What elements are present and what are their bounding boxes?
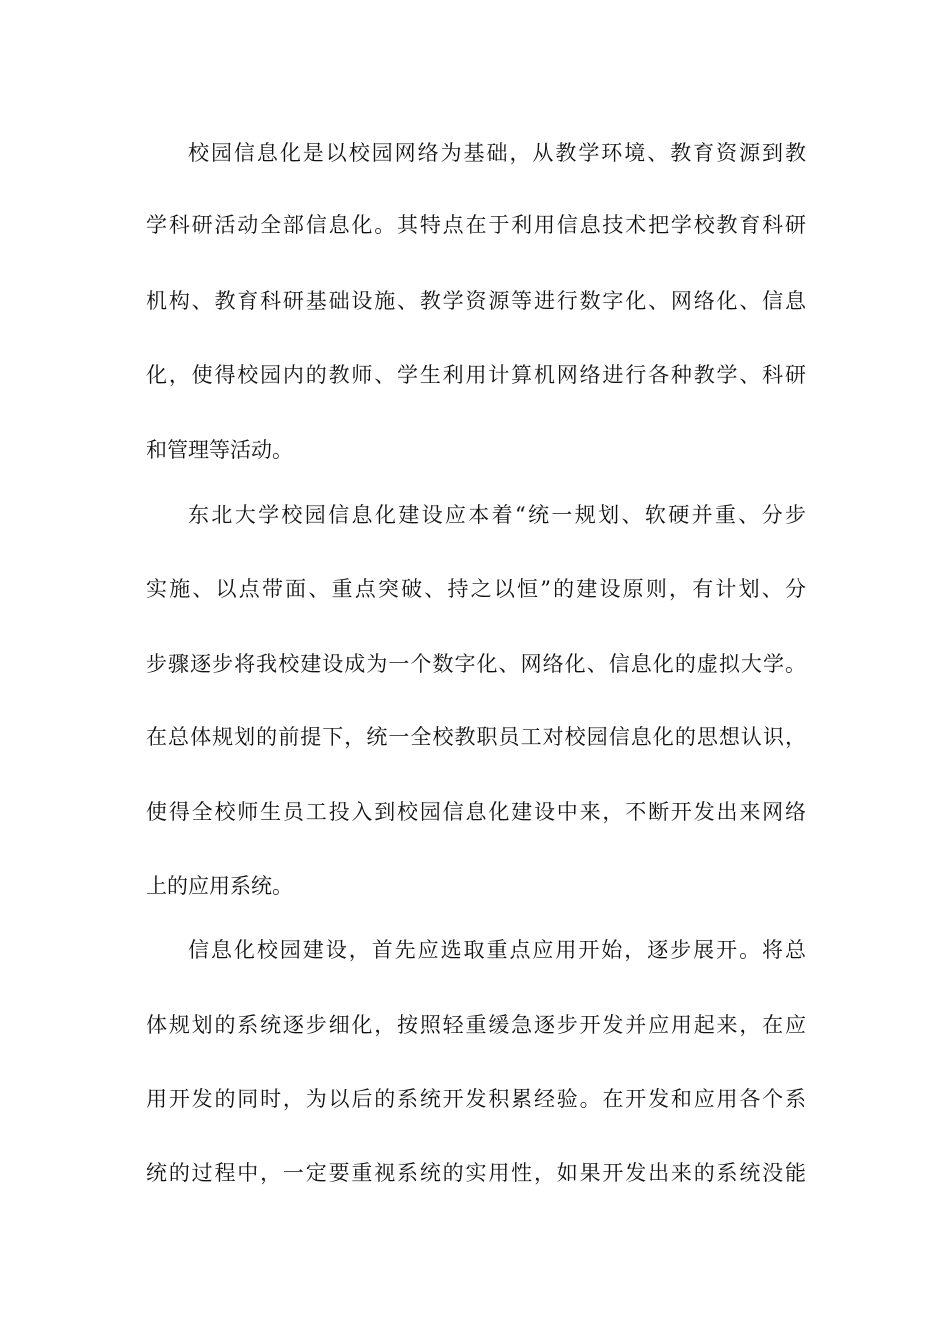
- text-line: 上的应用系统。: [146, 874, 293, 898]
- text-line: 用开发的同时，为以后的系统开发积累经验。在开发和应用各个系: [146, 1087, 806, 1111]
- text-line: 步骤逐步将我校建设成为一个数字化、网络化、信息化的虚拟大学。: [146, 652, 806, 676]
- text-line: 东北大学校园信息化建设应本着“统一规划、软硬并重、分步: [188, 503, 806, 527]
- text-line: 校园信息化是以校园网络为基础，从教学环境、教育资源到教: [188, 141, 806, 165]
- text-line: 学科研活动全部信息化。其特点在于利用信息技术把学校教育科研: [146, 213, 806, 237]
- text-line: 统的过程中，一定要重视系统的实用性，如果开发出来的系统没能: [146, 1161, 806, 1185]
- text-line: 使得全校师生员工投入到校园信息化建设中来，不断开发出来网络: [146, 800, 806, 824]
- text-line: 和管理等活动。: [146, 438, 293, 462]
- text-line: 信息化校园建设，首先应选取重点应用开始，逐步展开。将总: [188, 938, 806, 962]
- text-line: 机构、教育科研基础设施、教学资源等进行数字化、网络化、信息: [146, 289, 806, 313]
- text-line: 实施、以点带面、重点突破、持之以恒”的建设原则，有计划、分: [146, 577, 806, 601]
- text-line: 化，使得校园内的教师、学生利用计算机网络进行各种教学、科研: [146, 363, 806, 387]
- text-line: 体规划的系统逐步细化，按照轻重缓急逐步开发并应用起来，在应: [146, 1013, 806, 1037]
- text-line: 在总体规划的前提下，统一全校教职员工对校园信息化的思想认识，: [146, 725, 806, 749]
